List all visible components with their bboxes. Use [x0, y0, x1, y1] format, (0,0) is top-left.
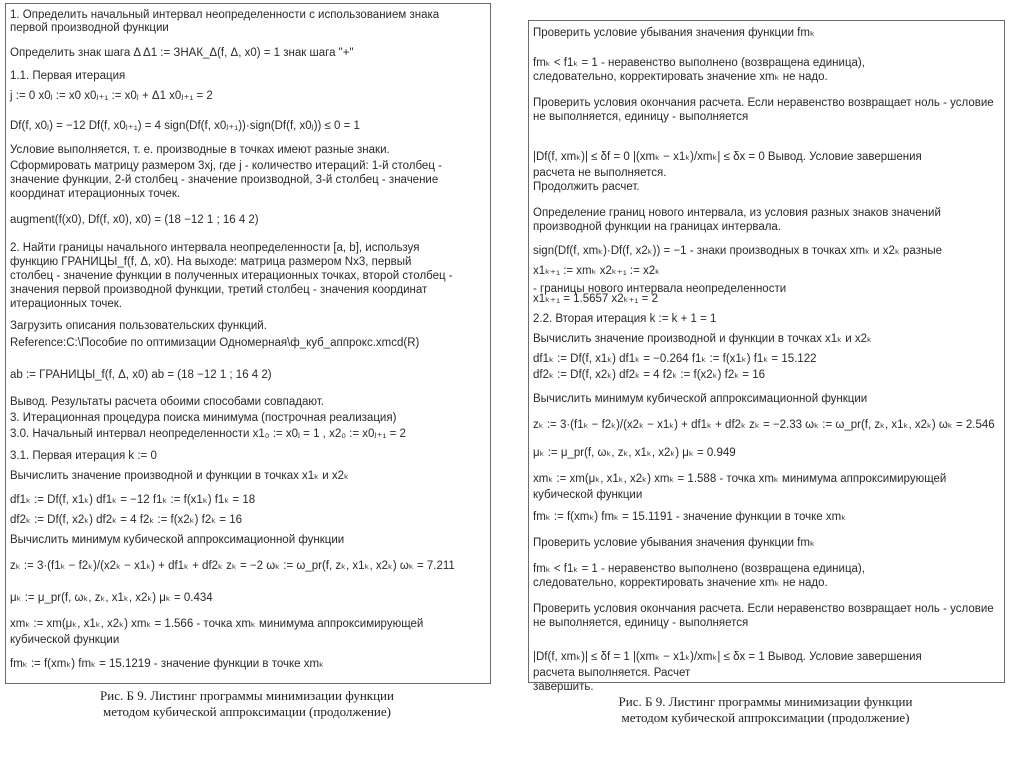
right-line-27: следовательно, корректировать значение xmₖ не надо. — [533, 577, 828, 589]
left-line-15: значения первой производной функции, третий столбец - значения координат — [10, 284, 428, 296]
right-line-17: df1ₖ := Df(f, x1ₖ) df1ₖ = −0.264 f1ₖ := f(x1ₖ) f1ₖ = 15.122 — [533, 353, 817, 365]
right-line-26: fmₖ < f1ₖ = 1 - неравенство выполнено (возвращена единица), — [533, 563, 865, 575]
right-line-21: μₖ := μ_pr(f, ωₖ, zₖ, x1ₖ, x2ₖ) μₖ = 0.949 — [533, 447, 736, 459]
left-page — [5, 3, 491, 684]
right-line-8: Продолжить расчет. — [533, 181, 640, 193]
right-line-14: x1ₖ₊₁ = 1.5657 x2ₖ₊₁ = 2 — [533, 293, 658, 305]
left-line-17: Загрузить описания пользовательских функций. — [10, 320, 267, 332]
left-caption-line-2: методом кубической аппроксимации (продолжение) — [103, 704, 391, 719]
left-line-13: функцию ГРАНИЦЫ_f(f, Δ, x0). На выходе: матрица размером Nx3, первый — [10, 256, 412, 268]
left-line-9: значение функции, 2-й столбец - значение производной, 3-й столбец - значение — [10, 174, 439, 186]
right-caption-line-1: Рис. Б 9. Листинг программы минимизации функции — [618, 694, 913, 709]
right-line-32: завершить. — [533, 681, 594, 693]
left-caption — [5, 688, 489, 720]
right-line-30: |Df(f, xmₖ)| ≤ δf = 1 |(xmₖ − x1ₖ)/xmₖ| ≤ δx = 1 Вывод. Условие завершения — [533, 651, 922, 663]
left-line-27: Вычислить минимум кубической аппроксимационной функции — [10, 534, 345, 546]
left-line-1: 1. Определить начальный интервал неопределенности с использованием знака — [10, 9, 440, 21]
left-line-30: xmₖ := xm(μₖ, x1ₖ, x2ₖ) xmₖ = 1.566 - точка xmₖ минимума аппроксимирующей — [10, 618, 424, 630]
right-line-9: Определение границ нового интервала, из условия разных знаков значений — [533, 207, 941, 219]
left-line-12: 2. Найти границы начального интервала неопределенности [a, b], используя — [10, 242, 420, 254]
left-line-16: итерационных точек. — [10, 298, 122, 310]
left-line-29: μₖ := μ_pr(f, ωₖ, zₖ, x1ₖ, x2ₖ) μₖ = 0.434 — [10, 592, 213, 604]
right-line-24: fmₖ := f(xmₖ) fmₖ = 15.1191 - значение функции в точке xmₖ — [533, 511, 847, 523]
left-line-23: 3.1. Первая итерация k := 0 — [10, 450, 157, 462]
right-line-10: производной функции на границах интервала. — [533, 221, 782, 233]
right-caption — [528, 694, 1003, 726]
left-line-10: координат итерационных точек. — [10, 188, 181, 200]
right-line-25: Проверить условие убывания значения функции fmₖ — [533, 537, 815, 549]
left-line-25: df1ₖ := Df(f, x1ₖ) df1ₖ = −12 f1ₖ := f(x1ₖ) f1ₖ = 18 — [10, 494, 256, 506]
left-line-7: Условие выполняется, т. е. производные в точках имеют разные знаки. — [10, 144, 390, 156]
right-line-15: 2.2. Вторая итерация k := k + 1 = 1 — [533, 313, 717, 325]
left-line-3: Определить знак шага Δ Δ1 := ЗНАК_Δ(f, Δ, x0) = 1 знак шага "+" — [10, 47, 354, 59]
right-line-1: Проверить условие убывания значения функции fmₖ — [533, 27, 815, 39]
left-line-6: Df(f, x0ⱼ) = −12 Df(f, x0ⱼ₊₁) = 4 sign(Df(f, x0ⱼ₊₁))·sign(Df(f, x0ⱼ)) ≤ 0 = 1 — [10, 120, 360, 132]
right-line-7: расчета не выполняется. — [533, 167, 667, 179]
left-line-20: Вывод. Результаты расчета обоими способами совпадают. — [10, 396, 324, 408]
right-line-20: zₖ := 3·(f1ₖ − f2ₖ)/(x2ₖ − x1ₖ) + df1ₖ + df2ₖ zₖ = −2.33 ωₖ := ω_pr(f, zₖ, x1ₖ, x2ₖ) ωₖ = 2.546 — [533, 419, 995, 431]
left-line-18: Reference:C:\Пособие по оптимизации Одномерная\ф_куб_аппрокс.xmcd(R) — [10, 337, 420, 349]
left-line-28: zₖ := 3·(f1ₖ − f2ₖ)/(x2ₖ − x1ₖ) + df1ₖ + df2ₖ zₖ = −2 ωₖ := ω_pr(f, zₖ, x1ₖ, x2ₖ) ωₖ = 7.211 — [10, 560, 455, 572]
right-line-31: расчета выполняется. Расчет — [533, 667, 691, 679]
left-line-4: 1.1. Первая итерация — [10, 70, 126, 82]
right-line-3: следовательно, корректировать значение xmₖ не надо. — [533, 71, 828, 83]
right-line-19: Вычислить минимум кубической аппроксимационной функции — [533, 393, 868, 405]
right-line-2: fmₖ < f1ₖ = 1 - неравенство выполнено (возвращена единица), — [533, 57, 865, 69]
left-line-24: Вычислить значение производной и функции в точках x1ₖ и x2ₖ — [10, 470, 349, 482]
left-line-14: столбец - значение функции в полученных итерационных точках, второй столбец - — [10, 270, 453, 282]
right-line-23: кубической функции — [533, 489, 643, 501]
left-caption-line-1: Рис. Б 9. Листинг программы минимизации функции — [100, 688, 394, 703]
left-line-31: кубической функции — [10, 634, 120, 646]
left-line-22: 3.0. Начальный интервал неопределенности x1₀ := x0ⱼ = 1 , x2₀ := x0ⱼ₊₁ = 2 — [10, 428, 406, 440]
left-line-5: j := 0 x0ⱼ := x0 x0ⱼ₊₁ := x0ⱼ + Δ1 x0ⱼ₊₁ = 2 — [10, 90, 213, 102]
right-line-11: sign(Df(f, xmₖ)·Df(f, x2ₖ)) = −1 - знаки производных в точках xmₖ и x2ₖ разные — [533, 245, 942, 257]
left-line-19: ab := ГРАНИЦЫ_f(f, Δ, x0) ab = (18 −12 1 ; 16 4 2) — [10, 369, 272, 381]
left-line-11: augment(f(x0), Df(f, x0), x0) = (18 −12 1 ; 16 4 2) — [10, 214, 259, 226]
right-line-6: |Df(f, xmₖ)| ≤ δf = 0 |(xmₖ − x1ₖ)/xmₖ| ≤ δx = 0 Вывод. Условие завершения — [533, 151, 922, 163]
left-line-2: первой производной функции — [10, 22, 169, 34]
right-line-4: Проверить условия окончания расчета. Если неравенство возвращает ноль - условие — [533, 97, 994, 109]
left-line-26: df2ₖ := Df(f, x2ₖ) df2ₖ = 4 f2ₖ := f(x2ₖ) f2ₖ = 16 — [10, 514, 243, 526]
right-line-22: xmₖ := xm(μₖ, x1ₖ, x2ₖ) xmₖ = 1.588 - точка xmₖ минимума аппроксимирующей — [533, 473, 947, 485]
right-caption-line-2: методом кубической аппроксимации (продолжение) — [621, 710, 910, 725]
right-line-16: Вычислить значение производной и функции в точках x1ₖ и x2ₖ — [533, 333, 872, 345]
right-line-12: x1ₖ₊₁ := xmₖ x2ₖ₊₁ := x2ₖ — [533, 265, 661, 277]
left-line-21: 3. Итерационная процедура поиска минимума (построчная реализация) — [10, 412, 397, 424]
right-page — [528, 20, 1005, 693]
left-line-32: fmₖ := f(xmₖ) fmₖ = 15.1219 - значение функции в точке xmₖ — [10, 658, 324, 670]
right-line-29: не выполняется, единицу - выполняется — [533, 617, 749, 629]
left-line-8: Сформировать матрицу размером 3xj, где j - количество итераций: 1-й столбец - — [10, 160, 442, 172]
right-line-13: - границы нового интервала неопределенности — [533, 283, 787, 295]
right-line-18: df2ₖ := Df(f, x2ₖ) df2ₖ = 4 f2ₖ := f(x2ₖ) f2ₖ = 16 — [533, 369, 766, 381]
right-line-5: не выполняется, единицу - выполняется — [533, 111, 749, 123]
right-line-28: Проверить условия окончания расчета. Если неравенство возвращает ноль - условие — [533, 603, 994, 615]
